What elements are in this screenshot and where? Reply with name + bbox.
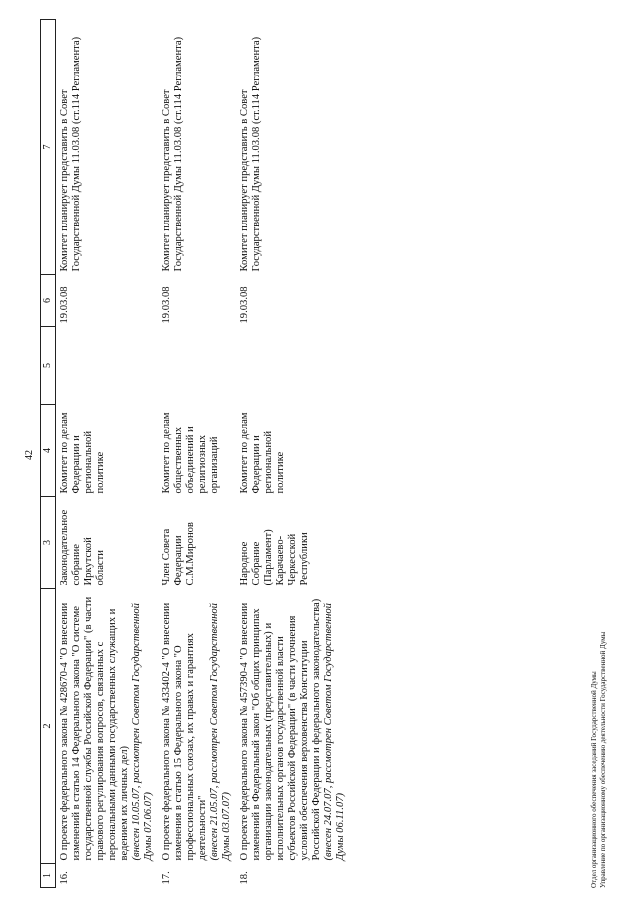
bills-table [40,19,350,888]
date: 19.03.08 [59,286,70,324]
bill-title: О проекте федерального закона № 428670-4 "О внесении изменений в статью 14 Федерального закона "О системе государственной службы Российской Федерации" (в части правового регулирования вопросов, связанных с персональными данными государственных служащих и ведением их личных дел) [59,596,130,861]
table-header-row [41,20,56,888]
bill-description [56,589,159,864]
column-header: 3 [41,497,56,589]
column-header: 6 [41,275,56,327]
row-number: 17. [161,871,172,885]
column-5-cell [236,327,350,405]
bill-description [236,589,350,864]
remark: Комитет планирует представить в Совет Государственной Думы 11.03.08 (ст.114 Регламента) [161,36,184,272]
committee: Комитет по делам Федерации и региональной политике [239,412,286,494]
footer-line-department: Отдел организационного обеспечения заседаний Государственной Думы [590,671,598,888]
bill-note: (внесен 10.05.07, рассмотрен Советом Государственной Думы 07.06.07) [131,603,154,861]
footer-line-directorate: Управление по организационному обеспечению деятельности Государственной Думы [599,631,607,888]
date: 19.03.08 [161,286,172,324]
bill-note: (внесен 24.07.07, рассмотрен Советом Государственной Думы 06.11.07) [323,603,346,861]
bill-description [158,589,236,864]
date: 19.03.08 [239,286,250,324]
column-header: 2 [41,589,56,864]
column-header: 7 [41,20,56,275]
footer [590,632,608,888]
table-row [56,20,159,888]
bill-title: О проекте федерального закона № 433402-4 "О внесении изменения в статью 15 Федерального закона "О профессиональных союзах, их правах и гарантиях деятельности" [161,602,208,861]
committee: Комитет по делам общественных объединений и религиозных организаций [161,412,220,494]
initiator: Член Совета Федерации С.М.Миронов [161,522,196,586]
bill-title: О проекте федерального закона № 457390-4 "О внесении изменений в Федеральный закон "Об общих принципах организации законодательных (представительных) и исполнительных органов государственной власти субъектов Российской Федерации" (в части уточнения условий обеспечения верховенства Конституции Российской Федерации и федерального законодательства) [239,598,322,861]
table-row [158,20,236,888]
initiator: Народное Собрание (Парламент) Карачаево-Черкесской Республики [239,529,310,586]
column-header: 1 [41,864,56,888]
bill-note: (внесен 21.05.07, рассмотрен Советом Государственной Думы 03.07.07) [209,603,232,861]
remark: Комитет планирует представить в Совет Государственной Думы 11.03.08 (ст.114 Регламента) [59,36,82,272]
initiator: Законодательное собрание Иркутской области [59,509,106,586]
row-number: 16. [59,871,70,885]
table-row [236,20,350,888]
column-header: 5 [41,327,56,405]
row-number: 18. [239,871,250,885]
committee: Комитет по делам Федерации и региональной политике [59,412,106,494]
column-5-cell [158,327,236,405]
remark: Комитет планирует представить в Совет Государственной Думы 11.03.08 (ст.114 Регламента) [239,36,262,272]
page-number: 42 [24,450,35,460]
column-5-cell [56,327,159,405]
column-header: 4 [41,405,56,497]
